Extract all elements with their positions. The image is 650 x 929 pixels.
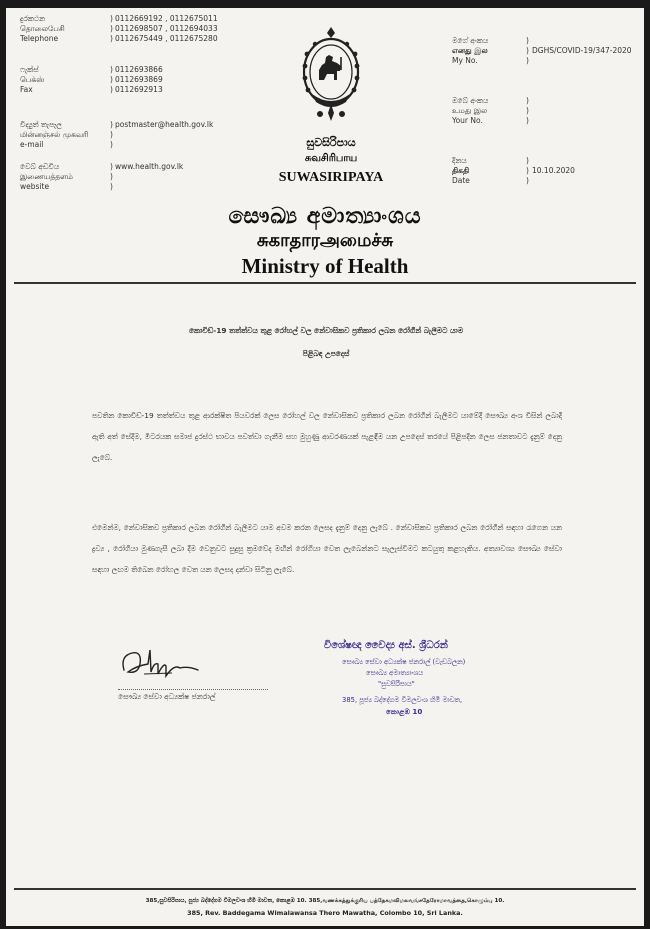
stamp-line-4: "සුවසිරිපාය" — [378, 680, 415, 688]
my-no-label-ta: எனது இல — [452, 46, 488, 55]
header-divider — [14, 282, 636, 284]
reference-block: මගේ අංකය எனது இல My No. ) ) ) DGHS/COVID-19/347-2020 ඔබේ අංකය உமது இல Your No. ) ) ) දිනය திகதி Date ) ) ) 10.10.2020 — [452, 36, 632, 185]
signatory-title-left: සෞඛ්‍ය සේවා අධ්‍යක්ෂ ජනරාල් — [118, 692, 216, 701]
signature-line — [118, 689, 268, 691]
your-no-label-ta: உமது இல — [452, 106, 488, 115]
footer-address-line2: 385, Rev. Baddegama Wimalawansa Thero Mawatha, Colombo 10, Sri Lanka. — [187, 909, 463, 917]
letter-subject-line2: පිළිබඳ උපදෙස් — [302, 349, 350, 358]
letter-page — [6, 8, 644, 926]
date-label-en: Date — [452, 176, 470, 185]
letter-paragraph-2: එමෙන්ම, නේවාසිකව ප්‍රතිකාර ලබන රෝගීන් බැලීමට යාම අවම කරන ලෙසද දැනුම් දෙනු ලැබේ . නේවාසිකව ප්‍රතිකාර ලබන රෝගීන් සඳහා රැගෙන යන ද්‍රව්‍ය , රෝගියා මුණගැසී ලබා දීම වෙනුවට සුදුසු ක්‍රමවේද මඟින් රෝගියා වෙත ලැබෙන්නට සැලැස්වීමට කටයුතු කළහැකිය. අත්‍යාවශ්‍ය සෞඛ්‍ය සේවා සඳහා ලඟම තිබෙන රෝහල වෙත යන ලෙසද දන්වා සිටිනු ලැබේ. — [92, 523, 562, 574]
ministry-name-ta: சுகாதாரஅமைச்சு — [256, 230, 394, 251]
stamp-line-3: සෞඛ්‍ය අමාත්‍යාංශය — [366, 669, 423, 677]
website-label-si: වෙබ් අඩවිය — [20, 162, 60, 171]
email-value: postmaster@health.gov.lk — [115, 120, 214, 129]
contact-block: දුරකථන தொலைபேசி Telephone ) ) ) 0112669192 , 0112675011 0112698507 , 0112694033 0112675449 , 0112675280 ෆැක්ස් பெக்ஸ் Fax ) ) ) 0112693866 0112693869 0112692913 විද්‍යුත් තැපෑල மின்னஞ்சல் முகவரி e-mail ) ) ) postmaster@health.gov.lk වෙබ් අඩවිය இணையத்தளம் website ) ) ) www.health.gov.lk — [20, 14, 218, 191]
fax-value-1: 0112693866 — [115, 65, 163, 74]
phone-label-si: දුරකථන — [20, 14, 46, 23]
national-emblem-icon — [298, 24, 364, 124]
emblem-name-en: SUWASIRIPAYA — [278, 170, 384, 185]
stamp-line-2: සෞඛ්‍ය සේවා අධ්‍යක්ෂ ජනරාල් (වැඩබලන) — [342, 658, 466, 666]
fax-label-si: ෆැක්ස් — [20, 65, 39, 74]
stamp-line-6: කොළඹ 10 — [386, 707, 423, 716]
email-label-en: e-mail — [20, 140, 44, 149]
your-no-label-si: ඔබේ අංකය — [452, 96, 489, 105]
stamp-line-5: 385, පූජ්‍ය බද්දේගම විමලවංශ හිමි මාවත, — [342, 696, 463, 704]
date-label-si: දිනය — [452, 156, 467, 165]
phone-value-3: 0112675449 , 0112675280 — [115, 34, 218, 43]
emblem-name-si: සුවසිරිපාය — [306, 136, 356, 149]
stamp-name: විශේෂඥ වෛද්‍ය අස්. ශ්‍රීධරන් — [324, 640, 448, 651]
phone-label-ta: தொலைபேசி — [20, 24, 65, 33]
fax-label-en: Fax — [20, 85, 33, 94]
fax-label-ta: பெக்ஸ் — [20, 75, 45, 84]
ministry-name-si: සෞඛ්‍ය අමාත්‍යාංශය — [228, 204, 422, 229]
letter-subject-line1: කොවිඩ්-19 තත්ත්වය තුළ රෝහල් වල නේවාසිකව ප්‍රතිකාර ලබන රෝගීන් බැලීමට යාම — [188, 326, 464, 335]
phone-label-en: Telephone — [20, 34, 59, 43]
website-value: www.health.gov.lk — [115, 162, 184, 171]
your-no-label-en: Your No. — [452, 116, 483, 125]
fax-value-3: 0112692913 — [115, 85, 163, 94]
date-value: 10.10.2020 — [532, 166, 575, 175]
emblem-name-ta: சுவசிரிபாய — [304, 153, 358, 164]
ministry-name-en: Ministry of Health — [241, 254, 409, 278]
email-label-ta: மின்னஞ்சல் முகவரி — [20, 130, 89, 139]
my-no-label-si: මගේ අංකය — [452, 36, 489, 45]
letter-paragraph-1: පවතින කොවිඩ්-19 තත්ත්වය තුළ ආරක්ෂිත පියවරක් ලෙස රෝහල් වල නේවාසිකව ප්‍රතිකාර ලබන රෝගීන් බැලීමට යාමේදී සෞඛ්‍ය අංශ විසින් ලබාදී ඇති අත් සේදීම, මීටරයක සමාජ දුරස්ථ භාවය පවත්වා ගැනීම සහ මුහුණු ආවරණයක් පැළඳීම යන උපදෙස් තරයේ පිළිපදින ලෙස ජනතාවට දැනුම් දෙනු ලැබේ. — [92, 411, 562, 462]
signature-icon — [118, 644, 202, 684]
fax-value-2: 0112693869 — [115, 75, 163, 84]
footer-address-line1: 385,සුවසිරිපාය, පූජ්‍ය බද්දේගම විමලවංශ හිමි මාවත, කොළඹ 10. 385,வணக்கத்துக்குரிய பத்தேகமவிமலவங்சதேரோமாவத்தை,கொழும்பு 10. — [145, 898, 505, 904]
phone-value-1: 0112669192 , 0112675011 — [115, 14, 218, 23]
website-label-ta: இணையத்தளம் — [20, 172, 73, 181]
phone-value-2: 0112698507 , 0112694033 — [115, 24, 218, 33]
email-label-si: විද්‍යුත් තැපෑල — [20, 120, 62, 129]
date-label-ta: திகதி — [452, 166, 470, 175]
website-label-en: website — [20, 182, 50, 191]
footer-divider — [14, 888, 636, 890]
my-no-value: DGHS/COVID-19/347-2020 — [532, 46, 632, 55]
my-no-label-en: My No. — [452, 56, 478, 65]
